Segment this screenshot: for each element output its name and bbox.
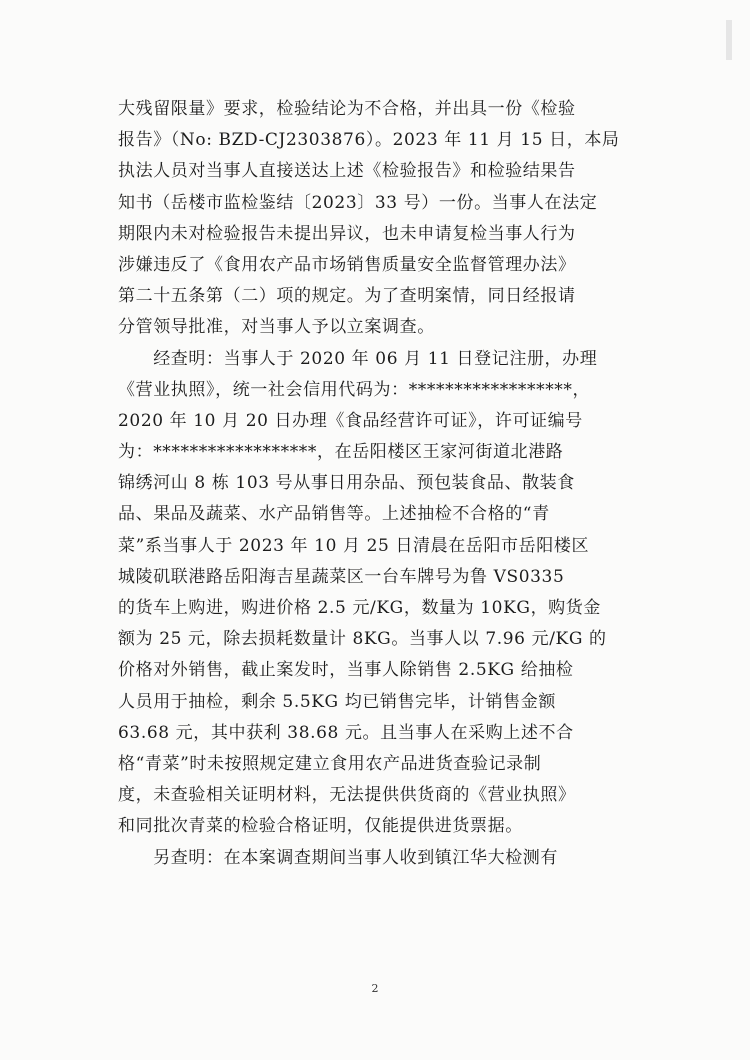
text-line: 执法人员对当事人直接送达上述《检验报告》和检验结果告 [118, 161, 576, 182]
text-line: 另查明：在本案调查期间当事人收到镇江华大检测有 [118, 847, 558, 868]
text-line: 度，未查验相关证明材料，无法提供供货商的《营业执照》 [118, 785, 576, 806]
text-line: 涉嫌违反了《食用农产品市场销售质量安全监督管理办法》 [118, 254, 576, 275]
text-line: 为：******************，在岳阳楼区王家河街道北港路 [118, 442, 564, 463]
text-line: 期限内未对检验报告未提出异议，也未申请复检当事人行为 [118, 223, 576, 244]
text-line: 人员用于抽检，剩余 5.5KG 均已销售完毕，计销售金额 [118, 691, 556, 712]
text-line: 价格对外销售，截止案发时，当事人除销售 2.5KG 给抽检 [118, 660, 574, 681]
text-line: 大残留限量》要求，检验结论为不合格，并出具一份《检验 [118, 99, 576, 119]
text-line: 格“青菜”时未按照规定建立食用农产品进货查验记录制 [118, 753, 542, 774]
scan-edge-mark [726, 20, 732, 60]
body-text [118, 94, 638, 874]
text-line: 2020 年 10 月 20 日办理《食品经营许可证》，许可证编号 [118, 410, 583, 431]
text-line: 63.68 元，其中获利 38.68 元。且当事人在采购上述不合 [118, 722, 574, 743]
text-line: 知书（岳楼市监检鉴结〔2023〕33 号）一份。当事人在法定 [118, 192, 598, 213]
text-line: 第二十五条第（二）项的规定。为了查明案情，同日经报请 [118, 286, 576, 307]
text-line: 和同批次青菜的检验合格证明，仅能提供进货票据。 [118, 816, 523, 837]
text-line: 品、果品及蔬菜、水产品销售等。上述抽检不合格的“青 [118, 504, 550, 525]
text-line: 报告》（No: BZD-CJ2303876）。2023 年 11 月 15 日，本局 [118, 130, 620, 151]
text-line: 额为 25 元，除去损耗数量计 8KG。当事人以 7.96 元/KG 的 [118, 629, 607, 650]
text-line: 分管领导批准，对当事人予以立案调查。 [118, 317, 435, 338]
text-line: 城陵矶联港路岳阳海吉星蔬菜区一台车牌号为鲁 VS0335 [118, 566, 565, 587]
text-line: 经查明：当事人于 2020 年 06 月 11 日登记注册，办理 [118, 348, 598, 369]
text-line: 菜”系当事人于 2023 年 10 月 25 日清晨在岳阳市岳阳楼区 [118, 535, 590, 556]
page-number: 2 [371, 982, 379, 995]
text-line: 锦绣河山 8 栋 103 号从事日用杂品、预包装食品、散装食 [118, 473, 575, 494]
text-line: 的货车上购进，购进价格 2.5 元/KG，数量为 10KG，购货金 [118, 598, 601, 618]
text-line: 《营业执照》，统一社会信用代码为：******************， [118, 379, 591, 400]
